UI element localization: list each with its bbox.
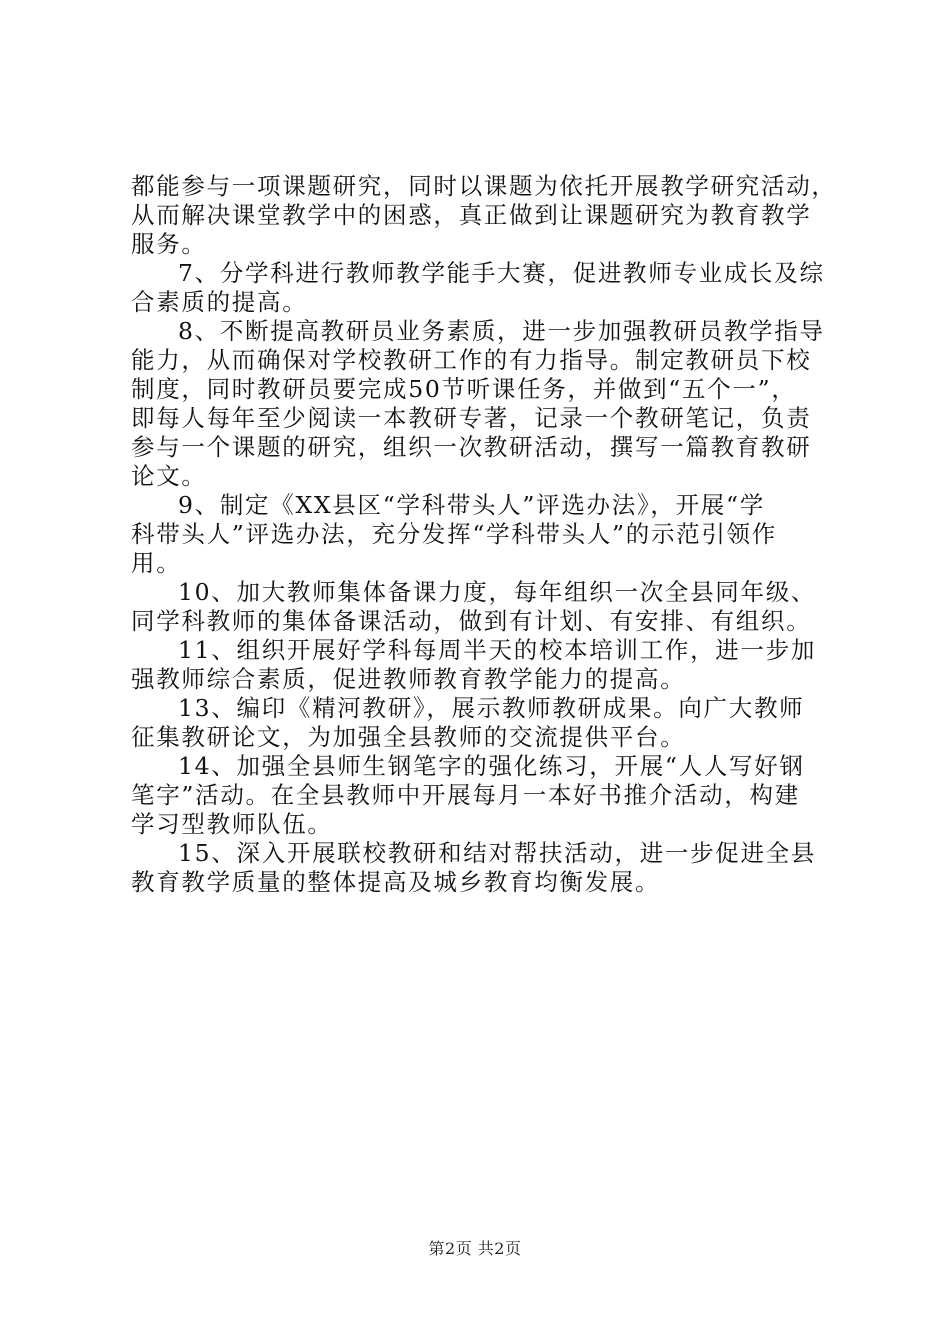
text-line: 科带头人”评选办法，充分发挥“学科带头人”的示范引领作 (131, 520, 777, 548)
text-line: 用。 (131, 549, 182, 577)
text-line: 都能参与一项课题研究，同时以课题为依托开展教学研究活动， (131, 172, 837, 200)
text-line: 服务。 (131, 230, 207, 258)
paragraph-start-line: 10、加大教师集体备课力度，每年组织一次全县同年级、 (178, 578, 817, 606)
text-line: 征集教研论文，为加强全县教师的交流提供平台。 (131, 723, 686, 751)
paragraph-start-line: 7、分学科进行教师教学能手大赛，促进教师专业成长及综 (178, 259, 825, 287)
paragraph-start-line: 9、制定《XX县区“学科带头人”评选办法》，开展“学 (178, 491, 765, 519)
text-line: 合素质的提高。 (131, 288, 308, 316)
text-line: 论文。 (131, 462, 207, 490)
paragraph-start-line: 14、加强全县师生钢笔字的强化练习，开展“人人写好钢 (178, 752, 805, 780)
paragraph-start-line: 11、组织开展好学科每周半天的校本培训工作，进一步加 (178, 636, 817, 664)
text-line: 强教师综合素质，促进教师教育教学能力的提高。 (131, 665, 686, 693)
paragraph-start-line: 8、不断提高教研员业务素质，进一步加强教研员教学指导 (178, 317, 825, 345)
text-line: 笔字”活动。在全县教师中开展每月一本好书推介活动，构建 (131, 781, 800, 809)
paragraph-start-line: 15、深入开展联校教研和结对帮扶活动，进一步促进全县 (178, 839, 817, 867)
text-line: 参与一个课题的研究，组织一次教研活动，撰写一篇教育教研 (131, 433, 812, 461)
text-line: 同学科教师的集体备课活动，做到有计划、有安排、有组织。 (131, 607, 812, 635)
text-line: 教育教学质量的整体提高及城乡教育均衡发展。 (131, 868, 661, 896)
paragraph-start-line: 13、编印《精河教研》，展示教师教研成果。向广大教师 (178, 694, 805, 722)
text-line: 从而解决课堂教学中的困惑，真正做到让课题研究为教育教学 (131, 201, 812, 229)
document-body (131, 172, 837, 897)
text-line: 学习型教师队伍。 (131, 810, 333, 838)
text-line: 能力，从而确保对学校教研工作的有力指导。制定教研员下校 (131, 346, 812, 374)
text-line: 即每人每年至少阅读一本教研专著，记录一个教研笔记，负责 (131, 404, 812, 432)
text-line: 制度，同时教研员要完成50节听课任务，并做到“五个一”， (131, 375, 797, 403)
page-number-footer: 第2页 共2页 (428, 1239, 522, 1258)
